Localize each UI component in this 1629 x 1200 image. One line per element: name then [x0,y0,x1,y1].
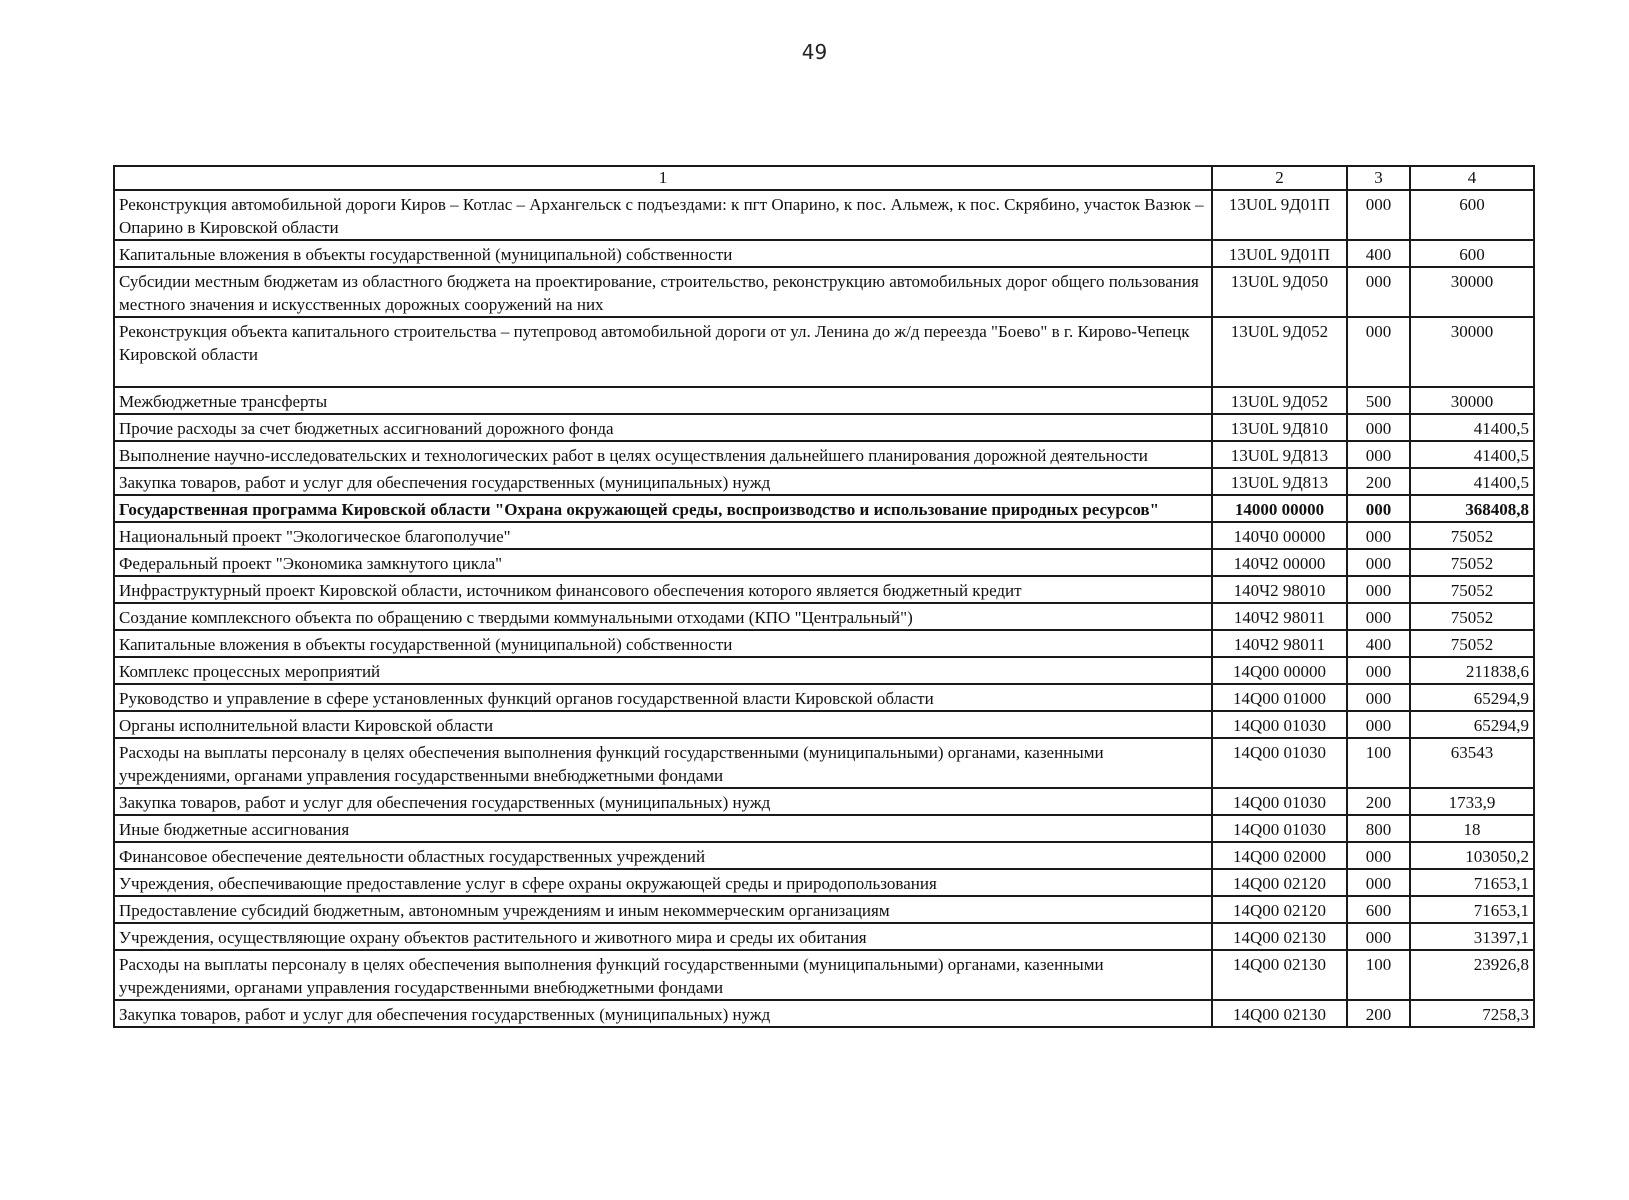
row-amount: 65294,9 [1410,711,1534,738]
table-row [114,738,1534,788]
table-row [114,441,1534,468]
row-name: Иные бюджетные ассигнования [114,815,1212,842]
row-code: 13U0L 9Д01П [1212,240,1347,267]
row-expense-type: 000 [1347,603,1410,630]
table-row [114,711,1534,738]
row-amount: 600 [1410,190,1534,240]
row-amount: 41400,5 [1410,468,1534,495]
row-expense-type: 000 [1347,657,1410,684]
row-code: 140Ч2 98010 [1212,576,1347,603]
table-row [114,576,1534,603]
row-amount: 75052 [1410,549,1534,576]
table-row [114,267,1534,317]
row-amount: 75052 [1410,630,1534,657]
row-code: 14Q00 01000 [1212,684,1347,711]
row-code: 140Ч2 00000 [1212,549,1347,576]
row-name: Финансовое обеспечение деятельности областных государственных учреждений [114,842,1212,869]
row-expense-type: 200 [1347,1000,1410,1027]
row-code: 13U0L 9Д052 [1212,317,1347,387]
row-name: Выполнение научно-исследовательских и технологических работ в целях осуществления дальнейшего планирования дорожной деятельности [114,441,1212,468]
row-amount: 41400,5 [1410,441,1534,468]
row-expense-type: 000 [1347,711,1410,738]
row-code: 14Q00 00000 [1212,657,1347,684]
table-row-program [114,495,1534,522]
table-row [114,549,1534,576]
row-amount: 63543 [1410,738,1534,788]
row-code: 14Q00 02130 [1212,1000,1347,1027]
row-expense-type: 200 [1347,468,1410,495]
row-code: 14Q00 01030 [1212,788,1347,815]
row-name: Федеральный проект "Экономика замкнутого цикла" [114,549,1212,576]
row-expense-type: 100 [1347,950,1410,1000]
row-name: Закупка товаров, работ и услуг для обеспечения государственных (муниципальных) нужд [114,788,1212,815]
budget-table [113,165,1535,1028]
row-code: 14Q00 02130 [1212,923,1347,950]
row-code: 13U0L 9Д813 [1212,441,1347,468]
row-amount: 65294,9 [1410,684,1534,711]
row-expense-type: 000 [1347,441,1410,468]
page-number: 49 [801,40,828,64]
table-row [114,815,1534,842]
row-amount: 30000 [1410,267,1534,317]
column-header-4: 4 [1410,166,1534,190]
table-row [114,630,1534,657]
row-name: Органы исполнительной власти Кировской области [114,711,1212,738]
row-expense-type: 000 [1347,923,1410,950]
row-expense-type: 000 [1347,522,1410,549]
row-name: Создание комплексного объекта по обращению с твердыми коммунальными отходами (КПО "Центральный") [114,603,1212,630]
row-amount: 368408,8 [1410,495,1534,522]
row-code: 14Q00 02130 [1212,950,1347,1000]
row-expense-type: 000 [1347,842,1410,869]
row-code: 14Q00 01030 [1212,711,1347,738]
row-name: Учреждения, обеспечивающие предоставление услуг в сфере охраны окружающей среды и природопользования [114,869,1212,896]
table-row [114,923,1534,950]
row-expense-type: 000 [1347,414,1410,441]
row-code: 14Q00 02120 [1212,869,1347,896]
table-row [114,788,1534,815]
row-name: Реконструкция объекта капитального строительства – путепровод автомобильной дороги от ул. Ленина до ж/д переезда "Боево" в г. Кирово-Чепецк Кировской области [114,317,1212,387]
row-code: 13U0L 9Д050 [1212,267,1347,317]
table-row [114,869,1534,896]
table-row [114,603,1534,630]
row-expense-type: 400 [1347,240,1410,267]
row-name: Комплекс процессных мероприятий [114,657,1212,684]
row-name: Капитальные вложения в объекты государственной (муниципальной) собственности [114,630,1212,657]
row-expense-type: 000 [1347,267,1410,317]
table-row [114,950,1534,1000]
row-expense-type: 500 [1347,387,1410,414]
row-expense-type: 200 [1347,788,1410,815]
row-expense-type: 400 [1347,630,1410,657]
column-header-2: 2 [1212,166,1347,190]
row-code: 14Q00 01030 [1212,738,1347,788]
table-row [114,657,1534,684]
row-expense-type: 000 [1347,576,1410,603]
row-amount: 211838,6 [1410,657,1534,684]
row-name: Прочие расходы за счет бюджетных ассигнований дорожного фонда [114,414,1212,441]
row-expense-type: 000 [1347,684,1410,711]
row-amount: 75052 [1410,603,1534,630]
table-row [114,842,1534,869]
row-name: Руководство и управление в сфере установленных функций органов государственной власти Кировской области [114,684,1212,711]
row-expense-type: 000 [1347,495,1410,522]
table-row [114,414,1534,441]
row-name: Закупка товаров, работ и услуг для обеспечения государственных (муниципальных) нужд [114,468,1212,495]
table-row [114,468,1534,495]
row-amount: 7258,3 [1410,1000,1534,1027]
row-name: Национальный проект "Экологическое благополучие" [114,522,1212,549]
row-expense-type: 000 [1347,869,1410,896]
row-name: Предоставление субсидий бюджетным, автономным учреждениям и иным некоммерческим организациям [114,896,1212,923]
row-code: 140Ч2 98011 [1212,630,1347,657]
row-expense-type: 100 [1347,738,1410,788]
row-code: 13U0L 9Д01П [1212,190,1347,240]
column-header-1: 1 [114,166,1212,190]
row-code: 13U0L 9Д052 [1212,387,1347,414]
row-amount: 1733,9 [1410,788,1534,815]
row-code: 13U0L 9Д810 [1212,414,1347,441]
table-row [114,317,1534,387]
row-name: Учреждения, осуществляющие охрану объектов растительного и животного мира и среды их обитания [114,923,1212,950]
row-expense-type: 600 [1347,896,1410,923]
row-code: 140Ч0 00000 [1212,522,1347,549]
table-row [114,190,1534,240]
row-code: 14Q00 02120 [1212,896,1347,923]
table-row [114,522,1534,549]
budget-table-container [113,165,1533,1028]
row-amount: 41400,5 [1410,414,1534,441]
row-code: 14000 00000 [1212,495,1347,522]
row-amount: 71653,1 [1410,896,1534,923]
row-name: Капитальные вложения в объекты государственной (муниципальной) собственности [114,240,1212,267]
table-row [114,896,1534,923]
row-name: Закупка товаров, работ и услуг для обеспечения государственных (муниципальных) нужд [114,1000,1212,1027]
row-name: Инфраструктурный проект Кировской области, источником финансового обеспечения которого является бюджетный кредит [114,576,1212,603]
row-name: Межбюджетные трансферты [114,387,1212,414]
row-name: Реконструкция автомобильной дороги Киров – Котлас – Архангельск с подъездами: к пгт Опарино, к пос. Альмеж, к пос. Скрябино, участок Вазюк – Опарино в Кировской области [114,190,1212,240]
row-amount: 30000 [1410,387,1534,414]
row-amount: 18 [1410,815,1534,842]
header-row [114,166,1534,190]
row-code: 13U0L 9Д813 [1212,468,1347,495]
row-amount: 75052 [1410,522,1534,549]
table-row [114,684,1534,711]
row-expense-type: 000 [1347,317,1410,387]
table-row [114,1000,1534,1027]
row-amount: 75052 [1410,576,1534,603]
row-amount: 600 [1410,240,1534,267]
row-amount: 71653,1 [1410,869,1534,896]
row-name: Расходы на выплаты персоналу в целях обеспечения выполнения функций государственными (муниципальными) органами, казенными учреждениями, органами управления государственными внебюджетными фондами [114,950,1212,1000]
row-amount: 30000 [1410,317,1534,387]
row-amount: 103050,2 [1410,842,1534,869]
column-header-3: 3 [1347,166,1410,190]
row-amount: 31397,1 [1410,923,1534,950]
row-code: 14Q00 01030 [1212,815,1347,842]
row-expense-type: 000 [1347,549,1410,576]
row-name: Государственная программа Кировской области "Охрана окружающей среды, воспроизводство и использование природных ресурсов" [114,495,1212,522]
row-code: 140Ч2 98011 [1212,603,1347,630]
row-name: Субсидии местным бюджетам из областного бюджета на проектирование, строительство, реконструкцию автомобильных дорог общего пользования местного значения и искусственных дорожных сооружений на них [114,267,1212,317]
table-row [114,240,1534,267]
row-amount: 23926,8 [1410,950,1534,1000]
row-expense-type: 800 [1347,815,1410,842]
table-row [114,387,1534,414]
row-name: Расходы на выплаты персоналу в целях обеспечения выполнения функций государственными (муниципальными) органами, казенными учреждениями, органами управления государственными внебюджетными фондами [114,738,1212,788]
row-code: 14Q00 02000 [1212,842,1347,869]
row-expense-type: 000 [1347,190,1410,240]
